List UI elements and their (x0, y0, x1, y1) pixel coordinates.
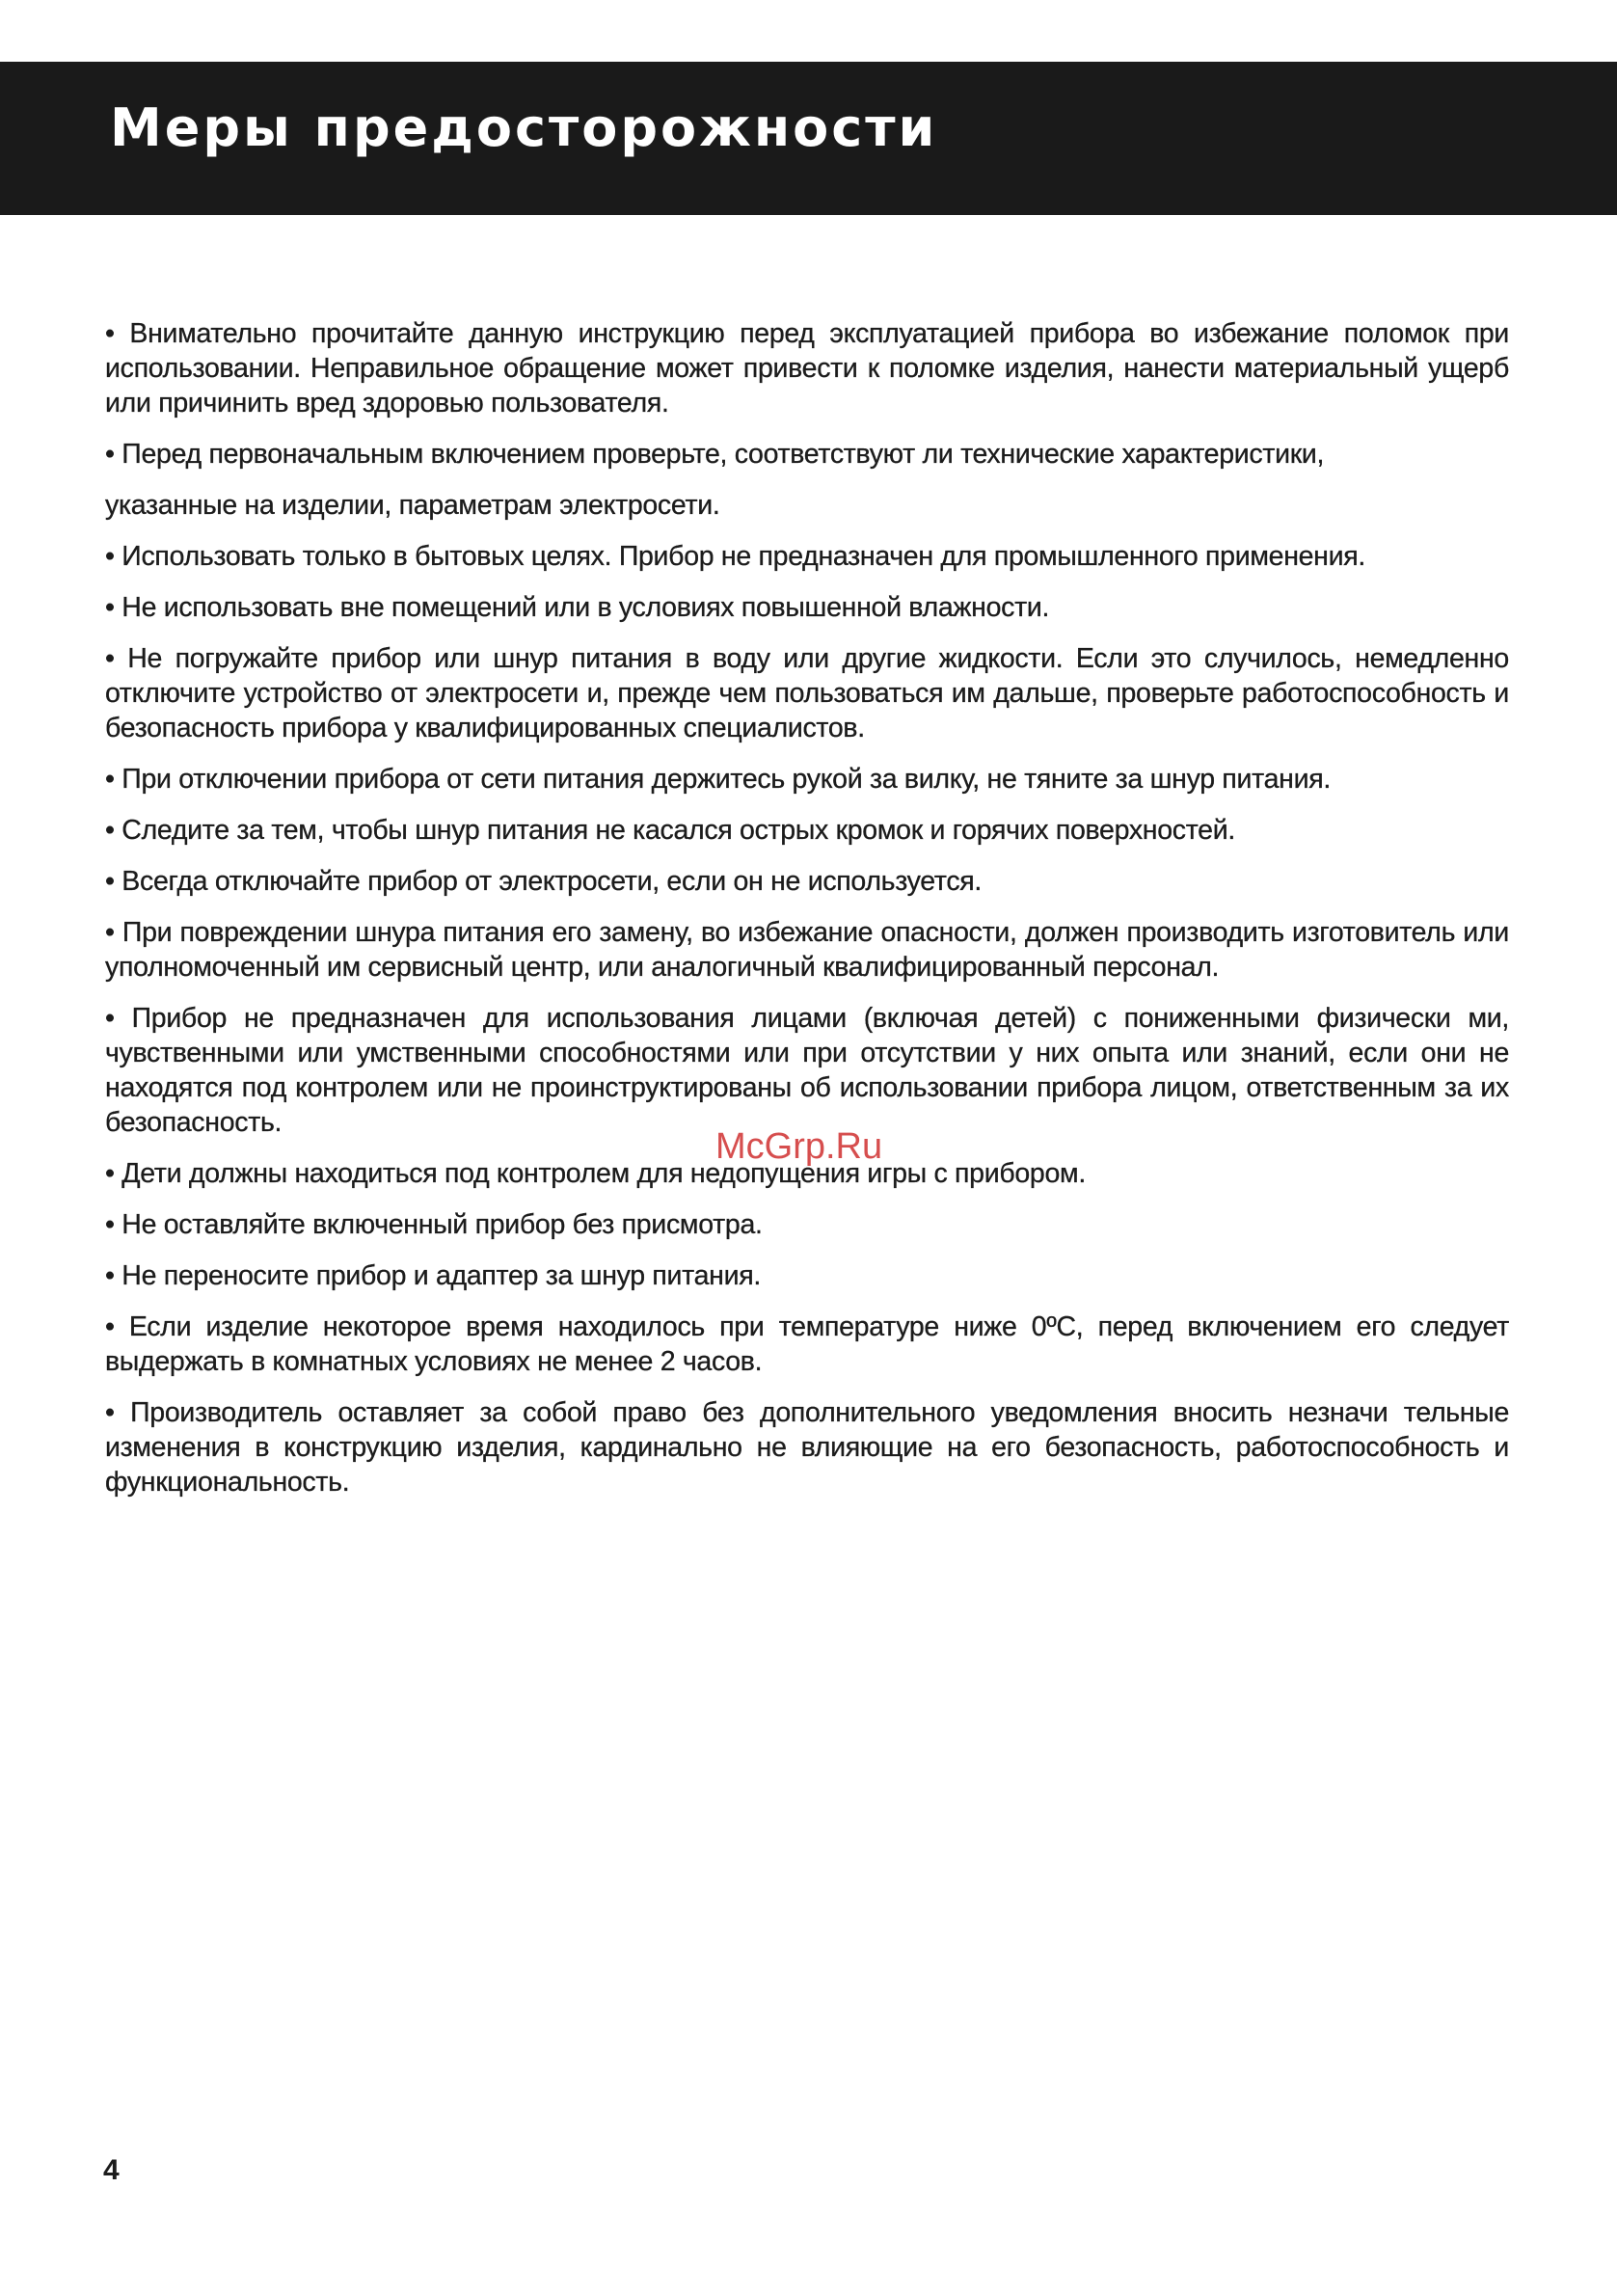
page-title: Меры предосторожности (110, 97, 938, 158)
page-number: 4 (103, 2154, 120, 2186)
precaution-paragraph: указанные на изделии, параметрам электросети. (105, 490, 720, 521)
precaution-paragraph: • Не использовать вне помещений или в условиях повышенной влажности. (105, 592, 1050, 623)
precautions-list (105, 316, 1509, 1516)
precaution-paragraph: • Прибор не предназначен для использования лицами (включая детей) с пониженными физически ми, чувственными или умственными способностями или при отсутствии у них опыта или знаний, если они не находятся под контролем или не проинструктированы об использовании прибора лицом, ответственным за их безопасность. (105, 1003, 1509, 1138)
precaution-paragraph: • При повреждении шнура питания его замену, во избежание опасности, должен производить изготовитель или уполномоченный им сервисный центр, или аналогичный квалифицированный персонал. (105, 917, 1509, 983)
precaution-paragraph: • Всегда отключайте прибор от электросети, если он не используется. (105, 866, 983, 897)
precaution-paragraph: • Не оставляйте включенный прибор без присмотра. (105, 1209, 763, 1240)
precaution-paragraph: • Не переносите прибор и адаптер за шнур питания. (105, 1260, 761, 1291)
watermark: McGrp.Ru (715, 1126, 883, 1167)
precaution-paragraph: • Использовать только в бытовых целях. Прибор не предназначен для промышленного применения. (105, 541, 1365, 572)
precaution-paragraph: • Перед первоначальным включением проверьте, соответствуют ли технические характеристики, (105, 439, 1325, 470)
precaution-paragraph: • Если изделие некоторое время находилось при температуре ниже 0ºC, перед включением его следует выдержать в комнатных условиях не менее 2 часов. (105, 1311, 1509, 1377)
precaution-paragraph: • При отключении прибора от сети питания держитесь рукой за вилку, не тяните за шнур питания. (105, 764, 1331, 795)
precaution-paragraph: • Следите за тем, чтобы шнур питания не касался острых кромок и горячих поверхностей. (105, 815, 1235, 846)
precaution-paragraph: • Внимательно прочитайте данную инструкцию перед эксплуатацией прибора во избежание поломок при использовании. Неправильное обращение может привести к поломке изделия, нанести материальный ущерб или причинить вред здоровью пользователя. (105, 318, 1509, 419)
precaution-paragraph: • Дети должны находиться под контролем для недопущения игры с прибором. (105, 1158, 1086, 1189)
precaution-paragraph: • Производитель оставляет за собой право без дополнительного уведомления вносить незначи тельные изменения в конструкцию изделия, кардинально не влияющие на его безопасность, работоспособность и функциональность. (105, 1397, 1509, 1498)
precaution-paragraph: • Не погружайте прибор или шнур питания в воду или другие жидкости. Если это случилось, немедленно отключите устройство от электросети и, прежде чем пользоваться им дальше, проверьте работоспособность и безопасность прибора у квалифицированных специалистов. (105, 643, 1509, 743)
